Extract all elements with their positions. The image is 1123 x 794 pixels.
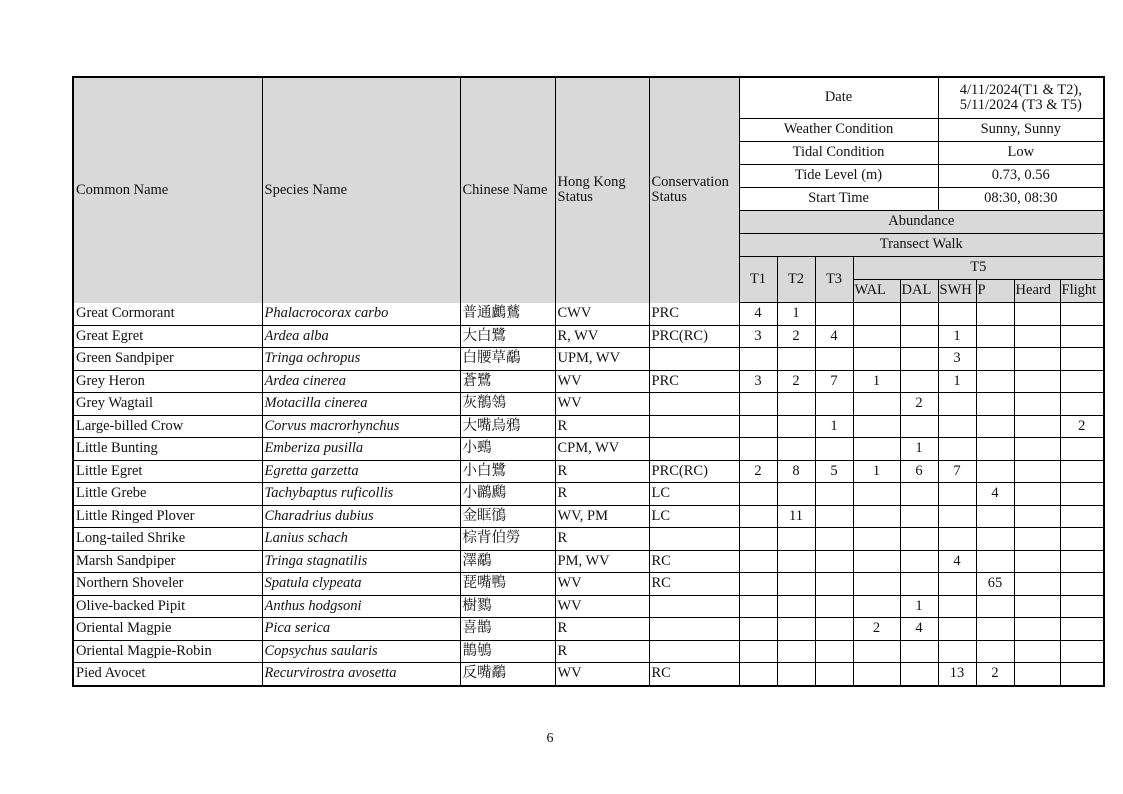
tide-level-value: 0.73, 0.56 [938,165,1104,188]
count-t2-cell [777,438,815,461]
conservation-status-cell: PRC [649,303,739,326]
hk-status-cell: CPM, WV [555,438,649,461]
conservation-status-cell: LC [649,505,739,528]
species-name-cell: Emberiza pusilla [262,438,460,461]
count-t5-swh-cell [938,528,976,551]
count-t5-heard-cell [1014,348,1060,371]
conservation-status-cell: RC [649,573,739,596]
count-t1-cell [739,573,777,596]
chinese-name-cell: 白腰草鷸 [460,348,555,371]
header-t5-heard: Heard [1014,280,1060,303]
count-t2-cell [777,663,815,686]
count-t5-flight-cell [1060,663,1104,686]
species-name-cell: Corvus macrorhynchus [262,415,460,438]
count-t1-cell [739,663,777,686]
count-t3-cell: 1 [815,415,853,438]
count-t5-p-cell [976,505,1014,528]
chinese-name-cell: 樹鷚 [460,595,555,618]
count-t1-cell: 3 [739,370,777,393]
common-name-cell: Little Grebe [73,483,262,506]
count-t5-wal-cell [853,595,900,618]
common-name-cell: Little Bunting [73,438,262,461]
count-t3-cell [815,618,853,641]
count-t3-cell [815,393,853,416]
table-body [73,303,1104,686]
header-transect-walk: Transect Walk [739,234,1104,257]
common-name-cell: Green Sandpiper [73,348,262,371]
header-t5-flight: Flight [1060,280,1104,303]
chinese-name-cell: 金眶鴴 [460,505,555,528]
count-t1-cell [739,550,777,573]
hk-status-cell: UPM, WV [555,348,649,371]
header-t5-dal: DAL [900,280,938,303]
count-t5-p-cell [976,370,1014,393]
hk-status-cell: R [555,528,649,551]
count-t5-heard-cell [1014,325,1060,348]
count-t5-wal-cell: 1 [853,370,900,393]
count-t5-flight-cell [1060,370,1104,393]
conservation-status-cell: RC [649,663,739,686]
conservation-status-cell: LC [649,483,739,506]
count-t3-cell [815,595,853,618]
hk-status-cell: R, WV [555,325,649,348]
conservation-status-cell [649,595,739,618]
count-t2-cell [777,393,815,416]
date-value-line1: 4/11/2024(T1 & T2), [959,81,1082,98]
count-t2-cell: 2 [777,370,815,393]
count-t5-p-cell [976,348,1014,371]
count-t1-cell [739,393,777,416]
conservation-status-cell: PRC(RC) [649,325,739,348]
count-t5-heard-cell [1014,460,1060,483]
count-t5-wal-cell [853,438,900,461]
count-t5-p-cell [976,303,1014,326]
chinese-name-cell: 鵲鴝 [460,640,555,663]
species-name-cell: Lanius schach [262,528,460,551]
common-name-cell: Pied Avocet [73,663,262,686]
count-t5-swh-cell: 7 [938,460,976,483]
count-t5-dal-cell: 1 [900,438,938,461]
hk-status-cell: R [555,460,649,483]
common-name-cell: Grey Wagtail [73,393,262,416]
table-row [73,460,1104,483]
species-name-cell: Copsychus saularis [262,640,460,663]
count-t5-dal-cell: 1 [900,595,938,618]
count-t5-dal-cell: 6 [900,460,938,483]
header-common-name: Common Name [73,77,262,303]
table-row [73,550,1104,573]
count-t2-cell: 11 [777,505,815,528]
conservation-status-cell: PRC [649,370,739,393]
chinese-name-cell: 小鸊鷉 [460,483,555,506]
tide-level-label: Tide Level (m) [739,165,938,188]
count-t5-heard-cell [1014,618,1060,641]
count-t1-cell [739,528,777,551]
common-name-cell: Grey Heron [73,370,262,393]
count-t3-cell [815,528,853,551]
header-t5: T5 [853,257,1104,280]
hk-status-cell: WV [555,573,649,596]
count-t5-p-cell [976,528,1014,551]
hk-status-cell: R [555,483,649,506]
count-t3-cell [815,550,853,573]
conservation-status-cell: PRC(RC) [649,460,739,483]
hk-status-cell: WV [555,595,649,618]
count-t5-heard-cell [1014,483,1060,506]
count-t5-wal-cell [853,393,900,416]
species-name-cell: Ardea alba [262,325,460,348]
conservation-status-cell [649,348,739,371]
table-row [73,595,1104,618]
count-t5-flight-cell [1060,483,1104,506]
count-t5-swh-cell [938,618,976,641]
chinese-name-cell: 琵嘴鴨 [460,573,555,596]
count-t5-swh-cell [938,573,976,596]
count-t5-wal-cell [853,415,900,438]
count-t1-cell: 2 [739,460,777,483]
count-t2-cell: 8 [777,460,815,483]
count-t5-swh-cell [938,595,976,618]
table-row [73,325,1104,348]
count-t5-swh-cell [938,303,976,326]
conservation-status-cell [649,640,739,663]
count-t1-cell [739,618,777,641]
header-chinese-name: Chinese Name [460,77,555,303]
count-t5-flight-cell [1060,460,1104,483]
common-name-cell: Olive-backed Pipit [73,595,262,618]
count-t5-wal-cell [853,528,900,551]
count-t1-cell [739,348,777,371]
count-t3-cell [815,303,853,326]
chinese-name-cell: 大白鷺 [460,325,555,348]
species-name-cell: Anthus hodgsoni [262,595,460,618]
count-t3-cell [815,348,853,371]
hk-status-cell: R [555,618,649,641]
count-t5-wal-cell [853,483,900,506]
date-label: Date [739,77,938,119]
common-name-cell: Little Egret [73,460,262,483]
hk-status-cell: PM, WV [555,550,649,573]
count-t3-cell: 4 [815,325,853,348]
common-name-cell: Large-billed Crow [73,415,262,438]
header-t5-swh: SWH [938,280,976,303]
count-t3-cell [815,663,853,686]
count-t5-dal-cell [900,505,938,528]
count-t5-p-cell [976,415,1014,438]
species-name-cell: Motacilla cinerea [262,393,460,416]
hk-status-cell: R [555,415,649,438]
common-name-cell: Marsh Sandpiper [73,550,262,573]
count-t3-cell [815,505,853,528]
count-t5-p-cell [976,618,1014,641]
chinese-name-cell: 普通鸕鶿 [460,303,555,326]
count-t1-cell: 3 [739,325,777,348]
table-row [73,438,1104,461]
count-t5-heard-cell [1014,505,1060,528]
common-name-cell: Long-tailed Shrike [73,528,262,551]
header-abundance: Abundance [739,211,1104,234]
hk-status-cell: WV [555,393,649,416]
table-row [73,663,1104,686]
table-row [73,618,1104,641]
count-t5-p-cell [976,640,1014,663]
count-t2-cell: 2 [777,325,815,348]
conservation-status-cell [649,393,739,416]
conservation-status-cell [649,415,739,438]
count-t5-wal-cell [853,640,900,663]
species-name-cell: Tringa stagnatilis [262,550,460,573]
count-t5-dal-cell: 2 [900,393,938,416]
species-name-cell: Phalacrocorax carbo [262,303,460,326]
table-row [73,528,1104,551]
count-t2-cell: 1 [777,303,815,326]
table-row [73,483,1104,506]
count-t5-flight-cell [1060,640,1104,663]
count-t5-dal-cell [900,415,938,438]
count-t2-cell [777,528,815,551]
species-name-cell: Spatula clypeata [262,573,460,596]
bird-survey-table [72,76,1105,687]
conservation-status-cell [649,438,739,461]
count-t5-heard-cell [1014,303,1060,326]
count-t5-flight-cell [1060,618,1104,641]
hk-status-cell: CWV [555,303,649,326]
table-row [73,370,1104,393]
count-t2-cell [777,483,815,506]
count-t5-dal-cell [900,550,938,573]
count-t5-swh-cell [938,415,976,438]
count-t5-flight-cell [1060,348,1104,371]
count-t5-swh-cell [938,640,976,663]
count-t1-cell [739,438,777,461]
start-time-value: 08:30, 08:30 [938,188,1104,211]
header-t5-p: P [976,280,1014,303]
count-t5-heard-cell [1014,415,1060,438]
count-t5-dal-cell [900,348,938,371]
count-t3-cell [815,640,853,663]
common-name-cell: Great Cormorant [73,303,262,326]
count-t1-cell [739,483,777,506]
chinese-name-cell: 蒼鷺 [460,370,555,393]
table-row [73,393,1104,416]
count-t5-p-cell: 65 [976,573,1014,596]
species-name-cell: Tachybaptus ruficollis [262,483,460,506]
hk-status-cell: WV, PM [555,505,649,528]
table-row [73,303,1104,326]
header-conservation-status: Conservation Status [649,77,739,303]
table-row [73,573,1104,596]
count-t5-wal-cell: 1 [853,460,900,483]
count-t5-wal-cell [853,303,900,326]
count-t5-swh-cell: 1 [938,325,976,348]
count-t5-swh-cell [938,505,976,528]
count-t5-heard-cell [1014,573,1060,596]
count-t2-cell [777,348,815,371]
count-t5-heard-cell [1014,393,1060,416]
page-number: 6 [546,731,554,746]
count-t5-p-cell: 2 [976,663,1014,686]
chinese-name-cell: 大嘴烏鴉 [460,415,555,438]
conservation-status-cell: RC [649,550,739,573]
chinese-name-cell: 反嘴鷸 [460,663,555,686]
count-t2-cell [777,573,815,596]
hk-status-cell: WV [555,663,649,686]
header-hk-status: Hong Kong Status [555,77,649,303]
count-t5-p-cell: 4 [976,483,1014,506]
tidal-value: Low [938,142,1104,165]
count-t5-swh-cell: 3 [938,348,976,371]
count-t5-heard-cell [1014,595,1060,618]
count-t5-swh-cell: 1 [938,370,976,393]
count-t2-cell [777,550,815,573]
count-t2-cell [777,415,815,438]
hk-status-cell: R [555,640,649,663]
count-t5-wal-cell [853,505,900,528]
header-t1: T1 [739,257,777,303]
chinese-name-cell: 小鵐 [460,438,555,461]
table-row [73,348,1104,371]
count-t5-flight-cell [1060,325,1104,348]
common-name-cell: Oriental Magpie [73,618,262,641]
hk-status-cell: WV [555,370,649,393]
count-t5-dal-cell [900,663,938,686]
species-name-cell: Egretta garzetta [262,460,460,483]
count-t5-dal-cell [900,528,938,551]
weather-value: Sunny, Sunny [938,119,1104,142]
count-t5-heard-cell [1014,550,1060,573]
header-species-name: Species Name [262,77,460,303]
species-name-cell: Charadrius dubius [262,505,460,528]
count-t5-wal-cell [853,573,900,596]
common-name-cell: Great Egret [73,325,262,348]
count-t5-swh-cell: 13 [938,663,976,686]
count-t5-wal-cell: 2 [853,618,900,641]
count-t5-flight-cell [1060,550,1104,573]
table-row [73,415,1104,438]
common-name-cell: Oriental Magpie-Robin [73,640,262,663]
table-row [73,640,1104,663]
count-t5-p-cell [976,325,1014,348]
count-t1-cell [739,595,777,618]
count-t5-heard-cell [1014,528,1060,551]
count-t1-cell: 4 [739,303,777,326]
count-t5-flight-cell [1060,393,1104,416]
count-t1-cell [739,640,777,663]
conservation-status-cell [649,618,739,641]
count-t5-flight-cell [1060,595,1104,618]
count-t5-heard-cell [1014,438,1060,461]
count-t5-wal-cell [853,348,900,371]
count-t3-cell: 7 [815,370,853,393]
count-t5-dal-cell: 4 [900,618,938,641]
table-row [73,505,1104,528]
count-t5-dal-cell [900,573,938,596]
count-t5-swh-cell: 4 [938,550,976,573]
weather-label: Weather Condition [739,119,938,142]
count-t5-p-cell [976,393,1014,416]
species-name-cell: Recurvirostra avosetta [262,663,460,686]
tidal-label: Tidal Condition [739,142,938,165]
count-t5-dal-cell [900,370,938,393]
count-t5-swh-cell [938,393,976,416]
header-t2: T2 [777,257,815,303]
count-t5-p-cell [976,550,1014,573]
count-t5-p-cell [976,595,1014,618]
count-t5-heard-cell [1014,370,1060,393]
date-value [938,77,1104,119]
date-value-line2: 5/11/2024 (T3 & T5) [959,97,1082,113]
start-time-label: Start Time [739,188,938,211]
count-t5-dal-cell [900,640,938,663]
count-t5-wal-cell [853,663,900,686]
species-name-cell: Ardea cinerea [262,370,460,393]
count-t5-heard-cell [1014,640,1060,663]
header-t5-wal: WAL [853,280,900,303]
count-t5-dal-cell [900,303,938,326]
count-t3-cell: 5 [815,460,853,483]
count-t5-dal-cell [900,325,938,348]
count-t5-flight-cell [1060,528,1104,551]
count-t5-swh-cell [938,483,976,506]
chinese-name-cell: 灰鶺鴒 [460,393,555,416]
species-name-cell: Pica serica [262,618,460,641]
count-t1-cell [739,505,777,528]
count-t5-p-cell [976,460,1014,483]
common-name-cell: Little Ringed Plover [73,505,262,528]
conservation-status-cell [649,528,739,551]
count-t2-cell [777,595,815,618]
count-t3-cell [815,573,853,596]
count-t5-dal-cell [900,483,938,506]
count-t3-cell [815,483,853,506]
count-t5-flight-cell [1060,573,1104,596]
count-t5-p-cell [976,438,1014,461]
count-t5-wal-cell [853,325,900,348]
count-t1-cell [739,415,777,438]
chinese-name-cell: 棕背伯勞 [460,528,555,551]
common-name-cell: Northern Shoveler [73,573,262,596]
count-t5-swh-cell [938,438,976,461]
count-t5-flight-cell [1060,505,1104,528]
count-t5-flight-cell [1060,303,1104,326]
count-t3-cell [815,438,853,461]
count-t5-flight-cell: 2 [1060,415,1104,438]
chinese-name-cell: 澤鷸 [460,550,555,573]
chinese-name-cell: 小白鷺 [460,460,555,483]
count-t2-cell [777,618,815,641]
count-t2-cell [777,640,815,663]
count-t5-flight-cell [1060,438,1104,461]
species-name-cell: Tringa ochropus [262,348,460,371]
count-t5-heard-cell [1014,663,1060,686]
header-t3: T3 [815,257,853,303]
count-t5-wal-cell [853,550,900,573]
chinese-name-cell: 喜鵲 [460,618,555,641]
